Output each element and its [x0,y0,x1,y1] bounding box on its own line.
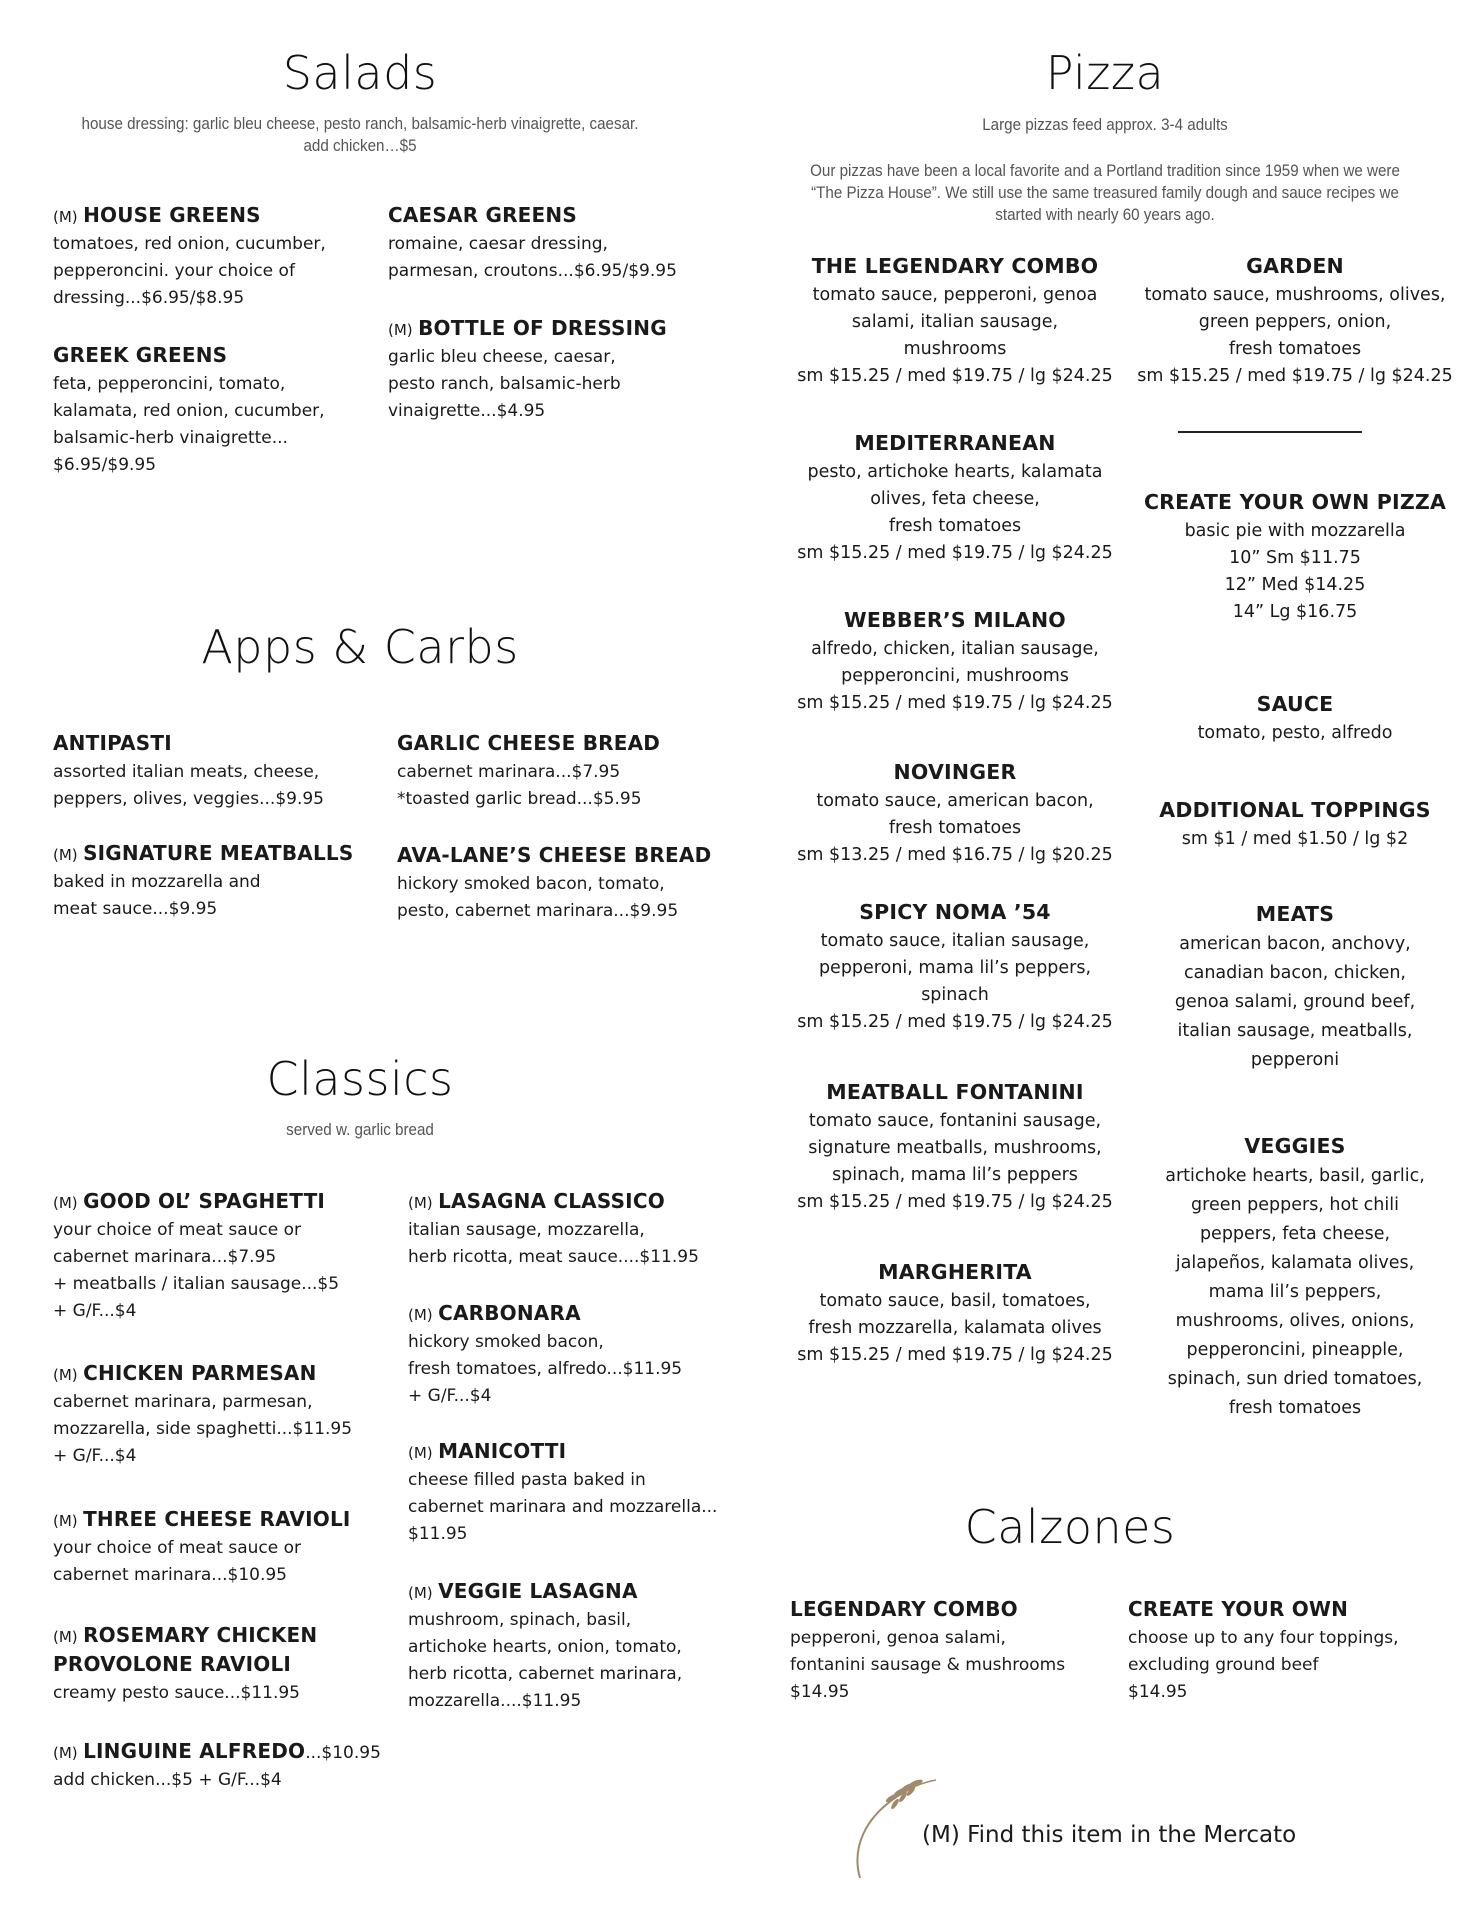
item-name: ADDITIONAL TOPPINGS [1159,798,1431,822]
pizza-history-line2: “The Pizza House”. We still use the same treasured family dough and sauce recipes we [811,184,1399,202]
item-name: CREATE YOUR OWN [1128,1597,1349,1621]
pizza-history-note [792,160,1418,226]
item-name: NOVINGER [893,760,1017,784]
item-name: HOUSE GREENS [83,203,261,227]
item-name: AVA-LANE’S CHEESE BREAD [397,843,712,867]
pizza-meats [1125,898,1465,1075]
menu-item-caesar-greens [388,202,708,285]
item-description: baked in mozzarella and meat sauce...$9.95 [53,872,261,919]
classics-subtitle: served w. garlic bread [286,1121,434,1139]
pizza-veggies [1125,1130,1465,1423]
item-name: LEGENDARY COMBO [790,1597,1018,1621]
item-description: tomato sauce, american bacon, fresh tomatoes sm $13.25 / med $16.75 / lg $20.25 [797,791,1113,865]
item-name: SPICY NOMA ’54 [859,900,1051,924]
item-price: ...$10.95 [305,1743,381,1763]
item-name: GOOD OL’ SPAGHETTI [83,1189,326,1213]
item-description: italian sausage, mozzarella, herb ricotta, meat sauce....$11.95 [408,1220,699,1267]
item-description: tomato sauce, fontanini sausage, signature meatballs, mushrooms, spinach, mama lil’s peppers sm $15.25 / med $19.75 / lg $24.25 [797,1111,1113,1212]
pizza-title: Pizza [1045,46,1165,100]
item-name: CHICKEN PARMESAN [83,1361,317,1385]
item-name: MARGHERITA [878,1260,1032,1284]
pizza-sauce [1125,688,1465,747]
item-description: pesto, artichoke hearts, kalamata olives, feta cheese, fresh tomatoes sm $15.25 / med $19.75 / lg $24.25 [797,462,1113,563]
item-description: tomatoes, red onion, cucumber, pepperoncini. your choice of dressing...$6.95/$8.95 [53,234,326,308]
pizza-history-line1: Our pizzas have been a local favorite and a Portland tradition since 1959 when we were [810,162,1400,180]
item-name: THREE CHEESE RAVIOLI [83,1507,351,1531]
item-description: tomato sauce, basil, tomatoes, fresh mozzarella, kalamata olives sm $15.25 / med $19.75 / lg $24.25 [797,1291,1113,1365]
pizza-meatball-fontanini [785,1076,1125,1216]
item-description: your choice of meat sauce or cabernet marinara...$7.95 + meatballs / italian sausage...$5 + G/F...$4 [53,1220,340,1321]
menu-item-bottle-of-dressing [388,315,708,425]
mercato-marker: (M) [53,1366,78,1384]
mercato-marker: (M) [53,846,78,864]
item-name: MANICOTTI [438,1439,567,1463]
mercato-marker: (M) [53,1194,78,1212]
item-description: tomato sauce, mushrooms, olives, green peppers, onion, fresh tomatoes sm $15.25 / med $19.75 / lg $24.25 [1137,285,1453,386]
calzone-create-your-own [1128,1596,1458,1706]
item-description: feta, pepperoncini, tomato, kalamata, red onion, cucumber, balsamic-herb vinaigrette... $6.95/$9.95 [53,374,325,475]
item-name: CAESAR GREENS [388,203,577,227]
item-description: creamy pesto sauce...$11.95 [53,1683,300,1703]
item-description: assorted italian meats, cheese, peppers, olives, veggies...$9.95 [53,762,324,809]
item-name: SIGNATURE MEATBALLS [83,841,354,865]
item-description: pepperoni, genoa salami, fontanini sausage & mushrooms $14.95 [790,1628,1066,1702]
menu-item-greek-greens [53,342,373,479]
pizza-webbers-milano [785,604,1125,717]
item-description: alfredo, chicken, italian sausage, pepperoncini, mushrooms sm $15.25 / med $19.75 / lg $24.25 [797,639,1113,713]
item-name: VEGGIE LASAGNA [438,1579,638,1603]
item-description: romaine, caesar dressing, parmesan, croutons...$6.95/$9.95 [388,234,677,281]
salads-title: Salads [282,46,438,100]
item-description: cabernet marinara, parmesan, mozzarella, side spaghetti...$11.95 + G/F...$4 [53,1392,353,1466]
pizza-legendary-combo [785,250,1125,390]
menu-item-linguine-alfredo [53,1738,403,1794]
item-name-line2: PROVOLONE RAVIOLI [53,1652,292,1676]
item-name: VEGGIES [1244,1134,1346,1158]
item-name: GARLIC CHEESE BREAD [397,731,661,755]
item-name: MEDITERRANEAN [854,431,1056,455]
mercato-marker: (M) [53,1744,78,1762]
menu-item-antipasti [53,730,393,813]
menu-item-garlic-cheese-bread [397,730,737,813]
item-name: GARDEN [1246,254,1344,278]
menu-item-ava-lanes-cheese-bread [397,842,737,925]
mercato-marker: (M) [408,1444,433,1462]
item-name: WEBBER’S MILANO [844,608,1066,632]
mercato-marker: (M) [388,321,413,339]
item-description: tomato sauce, italian sausage, pepperoni, mama lil’s peppers, spinach sm $15.25 / med $19.75 / lg $24.25 [797,931,1113,1032]
item-description: mushroom, spinach, basil, artichoke hearts, onion, tomato, herb ricotta, cabernet marinara, mozzarella....$11.95 [408,1610,683,1711]
item-description: tomato sauce, pepperoni, genoa salami, italian sausage, mushrooms sm $15.25 / med $19.75 / lg $24.25 [797,285,1113,386]
mercato-marker: (M) [53,1512,78,1530]
item-name: MEATBALL FONTANINI [826,1080,1084,1104]
salads-chicken-note: add chicken…$5 [303,137,417,155]
menu-item-veggie-lasagna [408,1578,758,1715]
item-name: ROSEMARY CHICKEN [83,1623,318,1647]
item-description: american bacon, anchovy, canadian bacon, chicken, genoa salami, ground beef, italian sausage, meatballs, pepperoni [1174,934,1416,1070]
menu-item-signature-meatballs [53,840,393,923]
menu-item-rosemary-chicken-provolone-ravioli [53,1622,403,1707]
item-description: choose up to any four toppings, excluding ground beef $14.95 [1128,1628,1399,1702]
menu-item-good-ol-spaghetti [53,1188,403,1325]
item-description: hickory smoked bacon, tomato, pesto, cabernet marinara...$9.95 [397,874,679,921]
menu-item-chicken-parmesan [53,1360,403,1470]
salads-dressing-note: house dressing: garlic bleu cheese, pesto ranch, balsamic-herb vinaigrette, caesar. [81,115,639,133]
calzones-title: Calzones [964,1500,1176,1554]
pizza-garden [1125,250,1465,390]
calzone-legendary-combo [790,1596,1120,1706]
item-description: cheese filled pasta baked in cabernet marinara and mozzarella... $11.95 [408,1470,718,1544]
menu-item-three-cheese-ravioli [53,1506,403,1589]
item-description: cabernet marinara...$7.95 *toasted garlic bread...$5.95 [397,762,642,809]
item-name: MEATS [1255,902,1335,926]
item-name: CREATE YOUR OWN PIZZA [1143,490,1447,514]
item-description: hickory smoked bacon, fresh tomatoes, alfredo...$11.95 + G/F...$4 [408,1332,683,1406]
item-name: LASAGNA CLASSICO [438,1189,665,1213]
pizza-additional-toppings [1125,794,1465,853]
pizza-size-note: Large pizzas feed approx. 3-4 adults [982,116,1228,134]
item-description: add chicken...$5 + G/F...$4 [53,1770,282,1790]
item-name: GREEK GREENS [53,343,228,367]
item-description: artichoke hearts, basil, garlic, green peppers, hot chili peppers, feta cheese, jalapeños, kalamata olives, mama lil’s peppers, mushrooms, olives, onions, pepperoncini, pineapple, spinach, sun dried tomatoes, fresh tomatoes [1165,1166,1425,1418]
pizza-spicy-noma-54 [785,896,1125,1036]
item-name: LINGUINE ALFREDO [83,1739,306,1763]
item-description: tomato, pesto, alfredo [1197,723,1393,743]
classics-title: Classics [266,1052,454,1106]
mercato-marker: (M) [408,1194,433,1212]
section-divider [1178,431,1362,433]
pizza-novinger [785,756,1125,869]
menu-item-carbonara [408,1300,758,1410]
item-description: sm $1 / med $1.50 / lg $2 [1181,829,1409,849]
item-name: SAUCE [1256,692,1334,716]
item-name: BOTTLE OF DRESSING [418,316,667,340]
mercato-legend: (M) Find this item in the Mercato [922,1822,1297,1848]
apps-title: Apps & Carbs [201,620,519,674]
salads-note [47,113,673,157]
item-name: CARBONARA [438,1301,581,1325]
item-description: basic pie with mozzarella 10” Sm $11.75 12” Med $14.25 14” Lg $16.75 [1184,521,1406,622]
menu-item-lasagna-classico [408,1188,758,1271]
pizza-margherita [785,1256,1125,1369]
mercato-marker: (M) [53,1628,78,1646]
mercato-marker: (M) [408,1584,433,1602]
pizza-create-your-own [1125,486,1465,626]
item-description: garlic bleu cheese, caesar, pesto ranch, balsamic-herb vinaigrette...$4.95 [388,347,621,421]
pizza-history-line3: started with nearly 60 years ago. [995,206,1215,224]
item-description: your choice of meat sauce or cabernet marinara...$10.95 [53,1538,302,1585]
item-name: ANTIPASTI [53,731,172,755]
pizza-mediterranean [785,427,1125,567]
mercato-marker: (M) [53,208,78,226]
item-name: THE LEGENDARY COMBO [811,254,1099,278]
menu-item-manicotti [408,1438,758,1548]
menu-item-house-greens [53,202,373,312]
mercato-marker: (M) [408,1306,433,1324]
